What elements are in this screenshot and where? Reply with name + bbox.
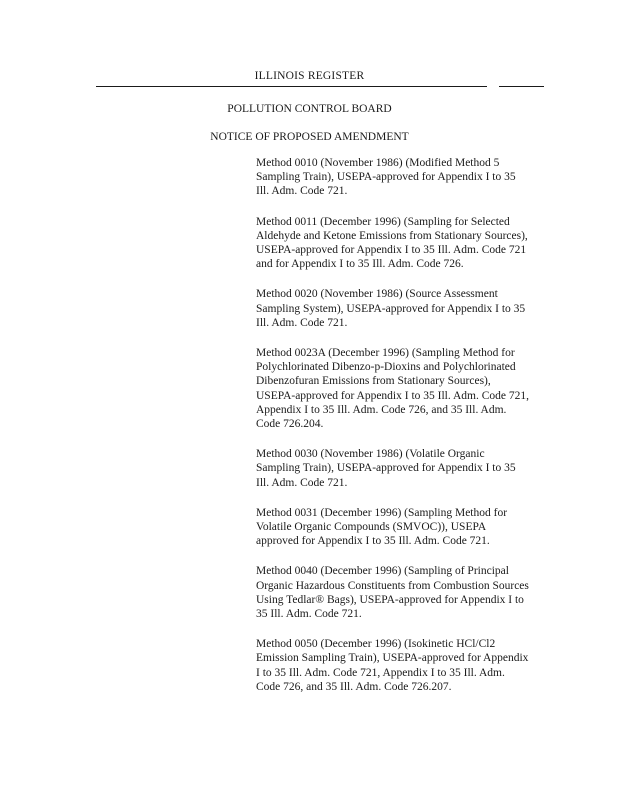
method-paragraph: Method 0050 (December 1996) (Isokinetic HCl/Cl2 Emission Sampling Train), USEPA-approved for Appendix I to 35 Ill. Adm. Code 721, Appendix I to 35 Ill. Adm. Code 726, and 35 Ill. Adm. Code 726.207. xyxy=(256,638,529,693)
method-paragraph: Method 0040 (December 1996) (Sampling of Principal Organic Hazardous Constituents from Combustion Sources Using Tedlar® Bags), USEPA-approved for Appendix I to 35 Ill. Adm. Code 721. xyxy=(256,565,529,621)
method-paragraph: Method 0011 (December 1996) (Sampling for Selected Aldehyde and Ketone Emissions from Stationary Sources), USEPA-approved for Appendix I to 35 Ill. Adm. Code 721 and for Appendix I to 35 Ill. Adm. Code 726. xyxy=(256,215,528,271)
register-title: ILLINOIS REGISTER xyxy=(254,70,365,82)
header-rule-short xyxy=(499,86,544,87)
notice-heading: NOTICE OF PROPOSED AMENDMENT xyxy=(210,131,409,143)
method-paragraph: Method 0010 (November 1986) (Modified Method 5 Sampling Train), USEPA-approved for Appendix I to 35 Ill. Adm. Code 721. xyxy=(256,157,516,198)
methods-list xyxy=(256,156,548,710)
method-paragraph: Method 0023A (December 1996) (Sampling Method for Polychlorinated Dibenzo-p-Dioxins and Polychlorinated Dibenzofuran Emissions from Stationary Sources), USEPA-approved for Appendix I to 35 Ill. Adm. Code 721, Appendix I to 35 Ill. Adm. Code 726, and 35 Ill. Adm. Code 726.204. xyxy=(256,347,530,431)
method-paragraph: Method 0020 (November 1986) (Source Assessment Sampling System), USEPA-approved for Appendix I to 35 Ill. Adm. Code 721. xyxy=(256,288,526,329)
board-name: POLLUTION CONTROL BOARD xyxy=(227,103,392,115)
header-rule xyxy=(96,86,487,87)
method-paragraph: Method 0031 (December 1996) (Sampling Method for Volatile Organic Compounds (SMVOC)), USEPA approved for Appendix I to 35 Ill. Adm. Code 721. xyxy=(256,506,508,548)
method-paragraph: Method 0030 (November 1986) (Volatile Organic Sampling Train), USEPA-approved for Appendix I to 35 Ill. Adm. Code 721. xyxy=(256,448,516,489)
